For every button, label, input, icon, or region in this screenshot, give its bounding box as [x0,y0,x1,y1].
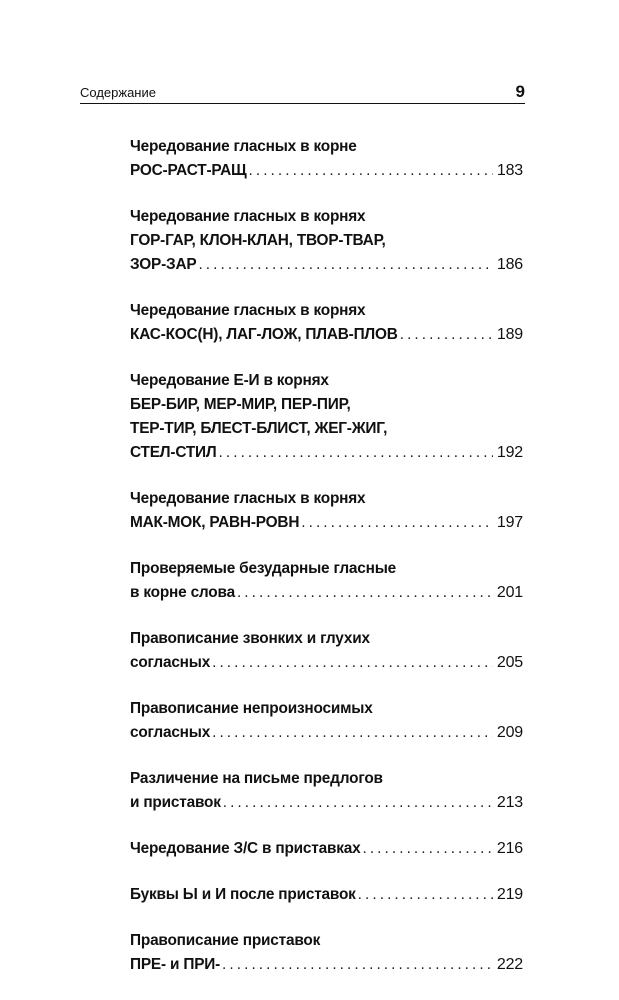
toc-entry-last-line [130,651,523,675]
toc-entry[interactable] [130,627,523,675]
toc-page-number: 189 [496,326,523,343]
dot-leader [198,253,492,277]
toc-entry-title-line: ТЕР-ТИР, БЛЕСТ-БЛИСТ, ЖЕГ-ЖИГ, [130,420,388,437]
toc-entry[interactable] [130,837,523,861]
toc-entry-last-line [130,791,523,815]
toc-entry-title-line: ПРЕ- и ПРИ- [130,956,221,973]
toc-entry-title-line: Чередование гласных в корнях [130,490,366,507]
toc-page-number: 209 [496,724,523,741]
toc-entry-title-line: Правописание непроизносимых [130,700,373,717]
toc-entry-title-line: ГОР-ГАР, КЛОН-КЛАН, ТВОР-ТВАР, [130,232,386,249]
dot-leader [222,953,493,977]
toc-entry[interactable] [130,135,523,183]
toc-entry-title-line: СТЕЛ-СТИЛ [130,444,217,461]
toc-entry[interactable] [130,929,523,977]
toc-page-number: 216 [496,840,523,857]
toc-entry[interactable] [130,205,523,277]
toc-entry-last-line [130,159,523,183]
toc-page-number: 201 [496,584,523,601]
dot-leader [358,883,493,907]
running-title: Содержание [80,85,156,100]
toc-entry-title-line: КАС-КОС(Н), ЛАГ-ЛОЖ, ПЛАВ-ПЛОВ [130,326,398,343]
toc-entry-last-line [130,323,523,347]
toc-entry-title-line: Чередование гласных в корнях [130,302,366,319]
dot-leader [219,441,493,465]
toc-entry-title-line: Различение на письме предлогов [130,770,383,787]
toc-page-number: 222 [496,956,523,973]
toc-entry-last-line [130,441,523,465]
page-header [80,74,525,104]
toc-entry[interactable] [130,299,523,347]
toc-entry-title-line: согласных [130,724,211,741]
dot-leader [249,159,493,183]
toc-page-number: 183 [496,162,523,179]
toc-entry-last-line [130,953,523,977]
toc-page-number: 186 [496,256,523,273]
table-of-contents [130,135,523,999]
dot-leader [212,721,493,745]
toc-page-number: 197 [496,514,523,531]
toc-page-number: 192 [496,444,523,461]
toc-entry-title-line: РОС-РАСТ-РАЩ [130,162,247,179]
toc-entry-last-line [130,581,523,605]
toc-entry-title-line: Чередование З/С в приставках [130,840,361,857]
dot-leader [223,791,493,815]
toc-entry-title-line: согласных [130,654,211,671]
toc-page-number: 205 [496,654,523,671]
toc-page-number: 219 [496,886,523,903]
toc-entry[interactable] [130,487,523,535]
toc-entry-last-line [130,837,523,861]
toc-entry-title-line: БЕР-БИР, МЕР-МИР, ПЕР-ПИР, [130,396,351,413]
dot-leader [237,581,493,605]
header-rule [80,103,525,104]
toc-entry[interactable] [130,557,523,605]
toc-entry-title-line: Проверяемые безударные гласные [130,560,397,577]
toc-entry-title-line: Правописание приставок [130,932,321,949]
toc-entry-title-line: в корне слова [130,584,235,601]
toc-entry-title-line: Буквы Ы и И после приставок [130,886,356,903]
toc-entry-title-line: Правописание звонких и глухих [130,630,370,647]
toc-entry-title-line: Чередование гласных в корнях [130,208,366,225]
toc-entry-last-line [130,511,523,535]
toc-page-number: 213 [496,794,523,811]
toc-entry[interactable] [130,883,523,907]
toc-entry-title-line: и приставок [130,794,221,811]
toc-entry-last-line [130,253,523,277]
toc-entry-title-line: ЗОР-ЗАР [130,256,197,273]
page-number: 9 [515,82,525,101]
toc-entry[interactable] [130,369,523,465]
toc-entry-last-line [130,883,523,907]
dot-leader [212,651,493,675]
toc-entry-title-line: Чередование Е-И в корнях [130,372,329,389]
toc-entry-title-line: Чередование гласных в корне [130,138,357,155]
toc-entry[interactable] [130,697,523,745]
toc-entry-last-line [130,721,523,745]
toc-entry[interactable] [130,767,523,815]
dot-leader [362,837,492,861]
dot-leader [301,511,493,535]
toc-entry-title-line: МАК-МОК, РАВН-РОВН [130,514,300,531]
dot-leader [400,323,493,347]
